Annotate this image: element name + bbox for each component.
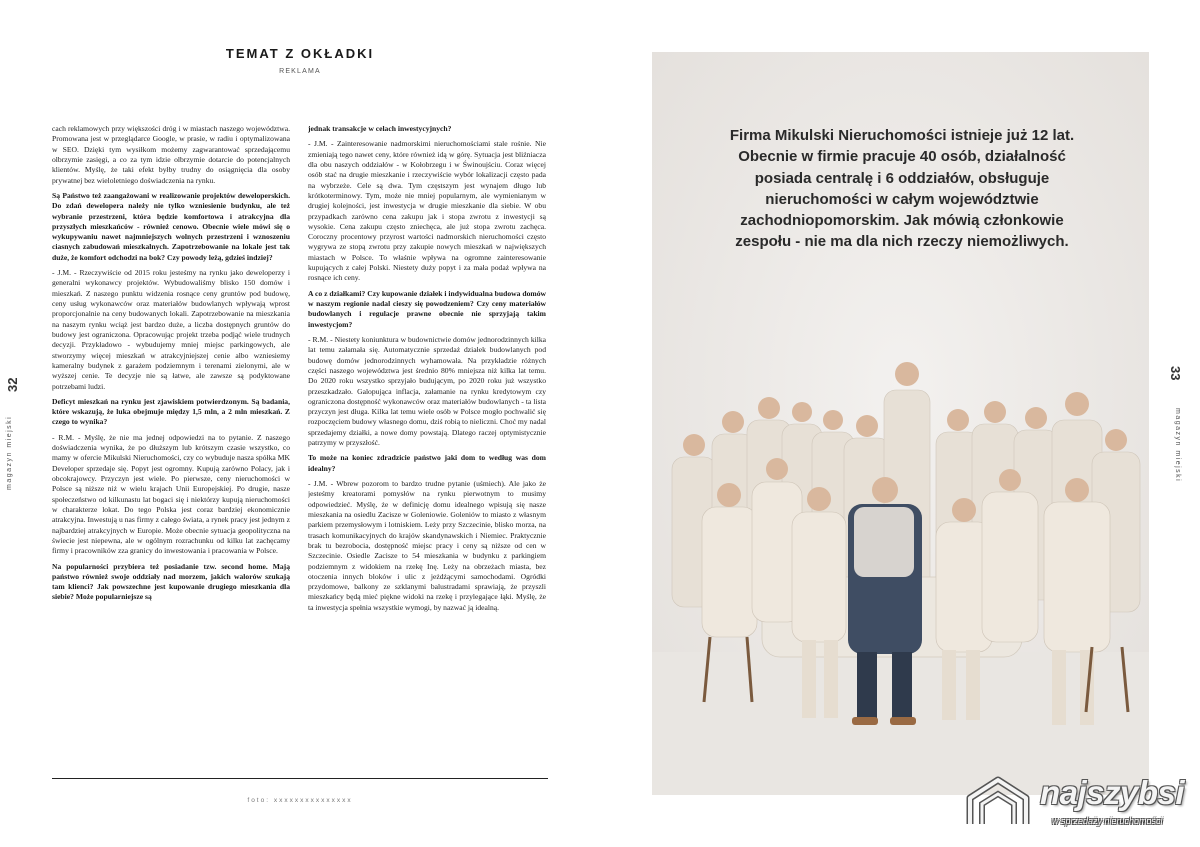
page-number-right: 33 — [1168, 366, 1183, 381]
watermark-brand: najszybsi — [1040, 774, 1185, 811]
house-logo-icon — [960, 772, 1040, 832]
interview-question: To może na koniec zdradzicie państwo jaki dom to według was dom idealny? — [308, 453, 546, 473]
paragraph: - R.M. - Myślę, że nie ma jednej odpowiedzi na to pytanie. Z naszego doświadczenia wynika, że po dłuższym lub krótszym czasie wszystko, co mamy w ofercie Mikulski Nieruchomości, czy co wybuduje nasza spółka MK Developer sprzedaje się. Popyt jest ogromny. Kupują zarówno Polacy, jak i obcokrajowcy. Przyczyn jest wiele. Po pierwsze, ceny nieruchomości w Polsce są niższe niż w wielu krajach Unii Europejskiej. Po drugie, nasze społeczeństwo od kilkunastu lat bogaci się i niektórzy kupują nieruchomości w charakterze lokat. Do tego Polska jest coraz bardziej ekonomicznie atrakcyjna. Inwestują u nas firmy z całego świata, a rynek pracy jest jednym z najbardziej atrakcyjnych w Europie. Może obecnie sytuacja geopolityczna na świecie jest niepewna, ale w ogólnym rozrachunku od kilku lat zachęcamy firmy i pracowników zza granicy do inwestowania i pracowania w Polsce. — [52, 432, 290, 556]
right-page — [600, 0, 1200, 847]
section-title: TEMAT Z OKŁADKI — [225, 46, 375, 61]
paragraph: - J.M. - Rzeczywiście od 2015 roku jesteśmy na rynku jako deweloperzy i generalni wykonawcy projektów. Wybudowaliśmy blisko 150 domów i mieszkań. Z naszego punktu widzenia rosnące ceny gruntów pod budowę, ceny usług wykonawców oraz materiałów budowlanych wpływają wprost proporcjonalnie na ceny budowanych lokali. Zapotrzebowanie na mieszkania na naszym rynku wciąż jest bardzo duże, a liczba dostępnych gruntów do budowy jest ograniczona. Opracowując projekt trzeba podjąć wiele trudnych decyzji. Przykładowo - wybudujemy mniej miejsc parkingowych, ale stworzymy więcej mieszkań w atrakcyjniejszej cenie albo wzniesiemy kameralny budynek z garażem podziemnym i terenami zielonymi, ale w wyższej cenie. Te decyzje nie są łatwe, ale zawsze są podyktowane potrzebami ludzi. — [52, 268, 290, 391]
photo-caption: Firma Mikulski Nieruchomości istnieje już 12 lat. Obecnie w firmie pracuje 40 osób, działalność posiada centralę i 6 oddziałów, obsługuje nieruchomości w całym województwie zachodniopomorskim. Jak mówią członkowie zespołu - nie ma dla nich rzeczy niemożliwych. — [729, 127, 1075, 251]
interview-question: Deficyt mieszkań na rynku jest zjawiskiem potwierdzonym. Są badania, które wskazują, że luka obejmuje między 1,5 mln, a 2 mln mieszkań. Z czego to wynika? — [52, 396, 290, 427]
magazine-name-right: magazyn miejski — [1174, 408, 1181, 483]
paragraph: cach reklamowych przy większości dróg i w miastach naszego województwa. Promowana jest w przeglądarce Google, w prasie, w radiu i optymalizowana w SEO. Dzięki tym wysiłkom możemy zagwarantować sprzedającemu olbrzymie zasięgi, a co za tym idzie olbrzymie dotarcie do potencjalnych klientów. Myślę, że taki efekt byłby trudny do osiągnięcia dla osoby prywatnej bez wieloletniego doświadczenia na rynku. — [52, 124, 290, 185]
photo-credit: foto: xxxxxxxxxxxxxxx — [247, 797, 353, 804]
magazine-name-left: magazyn miejski — [6, 415, 13, 490]
interview-question: Są Państwo też zaangażowani w realizowanie projektów deweloperskich. Do zdań dewelopera należy nie tylko wzniesienie budynku, ale też wybranie przestrzeni, która będzie komfortowa i atrakcyjna dla przyszłych mieszkańców - również cenowo. Obecnie wiele mówi się o wykupywaniu nawet najmniejszych wolnych przestrzeni i wznoszeniu ciasnych zabudowań mieszkalnych. Zapotrzebowanie na lokale jest tak duże, że komfort odchodzi na bok? Czy powody leżą, gdzieś indziej? — [52, 190, 290, 262]
interview-question: jednak transakcje w celach inwestycyjnych? — [308, 124, 452, 133]
paragraph: - J.M. - Zainteresowanie nadmorskimi nieruchomościami stale rośnie. Nie zmieniają tego nawet ceny, które również idą w górę. Sytuacja jest bliźniacza dla obu naszych oddziałów - w Kołobrzegu i w Świnoujściu. Coraz więcej osób stać na drugie mieszkanie i rzeczywiście wybór lokalizacji często pada na wybrzeże. Cele są dwa. Tym częstszym jest wynajem długo lub krótkoterminowy. Tym, może nie mniej popularnym, ale wymienianym w drugiej kolejności, jest inwestycja w drugie mieszkanie dla siebie. W obu przypadkach zarówno cena zakupu jak i stopa zwrotu z inwestycji są wysokie. Cena zakupu często zniechęca, ale już stopa zwrotu zachęca. Coroczny procentowy przyrost wartości nadmorskich nieruchomości często wygrywa ze stopą zwrotu przy zakupie nowych mieszkań w największych miastach w Polsce. To właśnie wpływa na ogromne zainteresowanie kupujących z całej Polski. Niestety duży popyt i za mała podaż wpływa na rosnące ich ceny. — [308, 139, 546, 283]
interview-question: A co z działkami? Czy kupowanie działek i indywidualna budowa domów w naszym regionie nadal cieszy się powodzeniem? Czy ceny materiałów budowlanych i regulacje prawne obecnie nie sprzyjają takim inwestycjom? — [308, 288, 546, 329]
team-photo — [652, 52, 1149, 795]
interview-question: Na popularności przybiera też posiadanie tzw. second home. Mają państwo również swoje oddziały nad morzem, jakich walorów szukają tam klienci? Jak powszechne jest kupowanie drugiego mieszkania dla siebie? Może popularniejsze są — [52, 561, 290, 602]
watermark-tagline: w sprzedaży nieruchomości — [1052, 816, 1163, 826]
watermark-logo — [960, 772, 1192, 832]
bottom-rule — [52, 778, 548, 779]
article-column-2 — [308, 124, 546, 764]
paragraph: - J.M. - Wbrew pozorom to bardzo trudne pytanie (uśmiech). Ale jako że jesteśmy kreatorami pomysłów na rynku pierwotnym to musimy odpowiedzieć. Myślę, że w definicję domu idealnego wpisują się nasze mieszkania na osiedlu Zacisze w Goleniowie. Goleniów to miasto z własnym parkiem przemysłowym i lotniskiem. Leży przy Szczecinie, blisko morza, na trasach komunikacyjnych do krajów skandynawskich i Niemiec. Praktycznie brak tu bezrobocia, dostępność miejsc pracy i ceny są niższe od cen w Szczecinie. Osiedle Zacisze to 54 mieszkania w budynku z parkingiem podziemnym z widokiem na rzekę Inę. Leży na obrzeżach miasta, bez otoczenia innych bloków i ulic z jeżdżącymi samochodami. Ogródki przydomowe, balkony ze szklanymi balustradami sprawiają, że przyszli mieszkańcy będą mieć piękne widoki na rzekę i przylegające łąki. Myślę, że ta inwestycja spełnia wszystkie wymogi, by nazwać ją idealną. — [308, 479, 546, 612]
article-column-1 — [52, 124, 290, 764]
paragraph: - R.M. - Niestety koniunktura w budownictwie domów jednorodzinnych kilka lat temu załamała się. Automatycznie sprzedaż działek budowlanych pod budowę domów jednorodzinnych wyhamowała. Na przykładzie różnych części naszego województwa jest średnio 80% mniejsza niż kilka lat temu. Do 2020 roku wszystko sprzyjało budującym, po 2020 roku już wszystko przeszkadzało. Galopująca inflacja, załamanie na rynku kredytowym czy ograniczona dostępność wykonawców oraz materiałów budowlanych - ta lista przyczyn jest długa. Kilka lat temu wiele osób w Polsce mogło pochwalić się rozpoczęciem budowy własnego domu, dziś robią to nieliczni. Choć my nadal sprzedajemy działki, a nowe domy powstają. Dlatego raczej optymistycznie patrzymy w przyszłość. — [308, 334, 546, 448]
page-number-left: 32 — [5, 377, 20, 392]
section-subtitle: REKLAMA — [279, 68, 321, 75]
